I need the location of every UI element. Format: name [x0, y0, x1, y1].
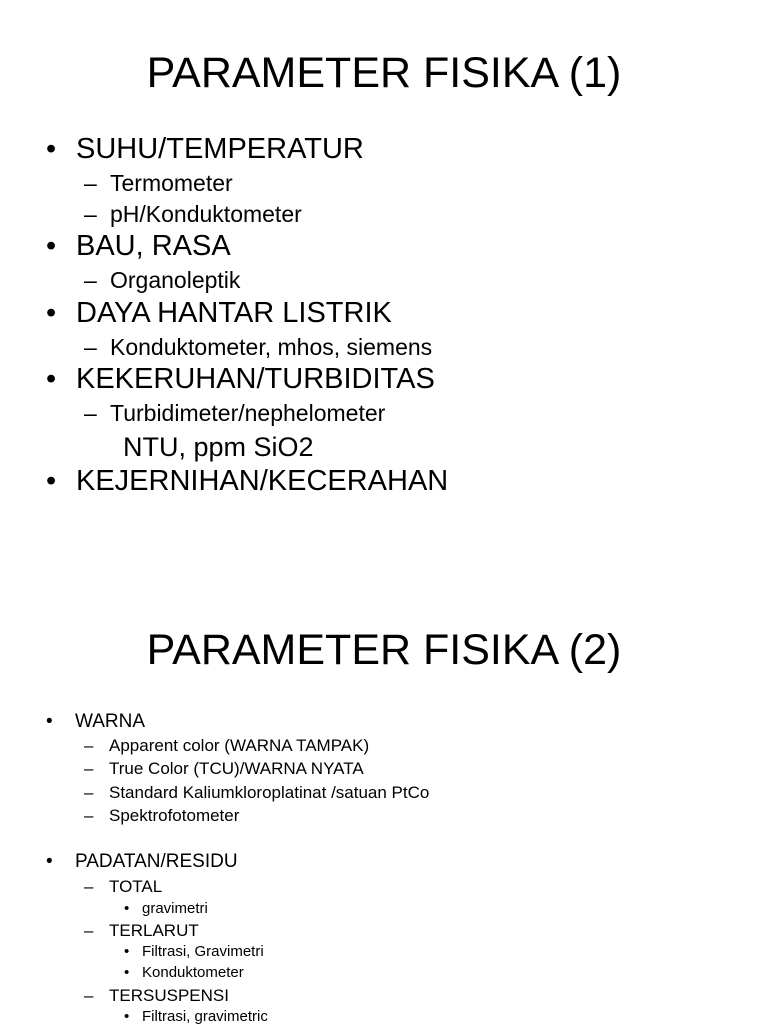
dash-marker: –: [84, 400, 97, 426]
bullet-marker: •: [46, 133, 57, 165]
list-item: [46, 230, 231, 262]
slide-2: [0, 560, 768, 1024]
bullet-marker: •: [46, 297, 57, 329]
list-item: [46, 133, 364, 165]
dash-marker: –: [84, 334, 97, 360]
sub-item-label: Standard Kaliumkloroplatinat /satuan PtCo: [109, 783, 430, 802]
sub-sub-list-item: [124, 943, 264, 961]
sub-list-item: [84, 920, 199, 941]
sub-item-label: Apparent color (WARNA TAMPAK): [109, 736, 370, 755]
sub-sub-item-label: gravimetri: [142, 900, 208, 917]
sub-item-label: Termometer: [110, 170, 233, 196]
dash-marker: –: [84, 759, 94, 778]
dash-marker: –: [84, 877, 94, 896]
sub-list-item: [84, 169, 233, 197]
sub-list-item: [84, 985, 229, 1006]
item-label: BAU, RASA: [76, 230, 231, 262]
sub-item-label: Spektrofotometer: [109, 806, 240, 825]
item-label: PADATAN/RESIDU: [75, 851, 238, 872]
list-item: [46, 851, 238, 873]
sub-sub-item-label: Filtrasi, gravimetric: [142, 1008, 268, 1025]
sub-item-label: TOTAL: [109, 877, 163, 896]
bullet-marker: •: [46, 465, 57, 497]
list-item: [46, 297, 392, 329]
sub-item-label: TERSUSPENSI: [109, 986, 229, 1005]
sub-sub-list-item: [124, 1008, 268, 1026]
bullet-marker: •: [124, 943, 130, 960]
item-label: SUHU/TEMPERATUR: [76, 133, 364, 165]
bullet-marker: •: [46, 363, 57, 395]
sub-list-item: [84, 333, 433, 361]
sub-item-label: pH/Konduktometer: [110, 201, 302, 227]
dash-marker: –: [84, 986, 94, 1005]
sub-item-label: True Color (TCU)/WARNA NYATA: [109, 759, 364, 778]
dash-marker: –: [84, 170, 97, 196]
dash-marker: –: [84, 806, 94, 825]
dash-marker: –: [84, 783, 94, 802]
dash-marker: –: [84, 921, 94, 940]
sub-sub-list-item: [124, 900, 208, 918]
sub-list-item: [84, 758, 364, 779]
item-label: KEJERNIHAN/KECERAHAN: [76, 465, 449, 497]
bullet-marker: •: [124, 900, 130, 917]
unit-note: NTU, ppm SiO2: [123, 432, 314, 462]
bullet-marker: •: [46, 851, 53, 872]
sub-list-item: [84, 735, 370, 756]
bullet-marker: •: [46, 711, 53, 732]
sub-item-label: Organoleptik: [110, 267, 241, 293]
slide-2-title: PARAMETER FISIKA (2): [146, 626, 622, 674]
bullet-marker: •: [124, 1008, 130, 1025]
sub-item-label: TERLARUT: [109, 921, 199, 940]
item-label: DAYA HANTAR LISTRIK: [76, 297, 392, 329]
sub-list-item: [84, 805, 240, 826]
sub-sub-list-item: [124, 964, 244, 982]
dash-marker: –: [84, 736, 94, 755]
bullet-marker: •: [46, 230, 57, 262]
bullet-marker: •: [124, 964, 130, 981]
slide-1-title: PARAMETER FISIKA (1): [146, 49, 622, 97]
list-item: [46, 363, 435, 395]
sub-item-label: Konduktometer, mhos, siemens: [110, 334, 433, 360]
sub-list-item: [84, 200, 302, 228]
list-item: [46, 711, 146, 733]
dash-marker: –: [84, 201, 97, 227]
sub-list-item: [84, 876, 163, 897]
sub-list-item: [84, 782, 430, 803]
dash-marker: –: [84, 267, 97, 293]
sub-list-item: [84, 266, 241, 294]
list-item: [46, 465, 449, 497]
sub-item-label: Turbidimeter/nephelometer: [110, 400, 386, 426]
sub-sub-item-label: Filtrasi, Gravimetri: [142, 943, 264, 960]
item-label: WARNA: [75, 711, 146, 732]
sub-list-item: [84, 399, 386, 427]
item-label: KEKERUHAN/TURBIDITAS: [76, 363, 435, 395]
sub-sub-item-label: Konduktometer: [142, 964, 244, 981]
